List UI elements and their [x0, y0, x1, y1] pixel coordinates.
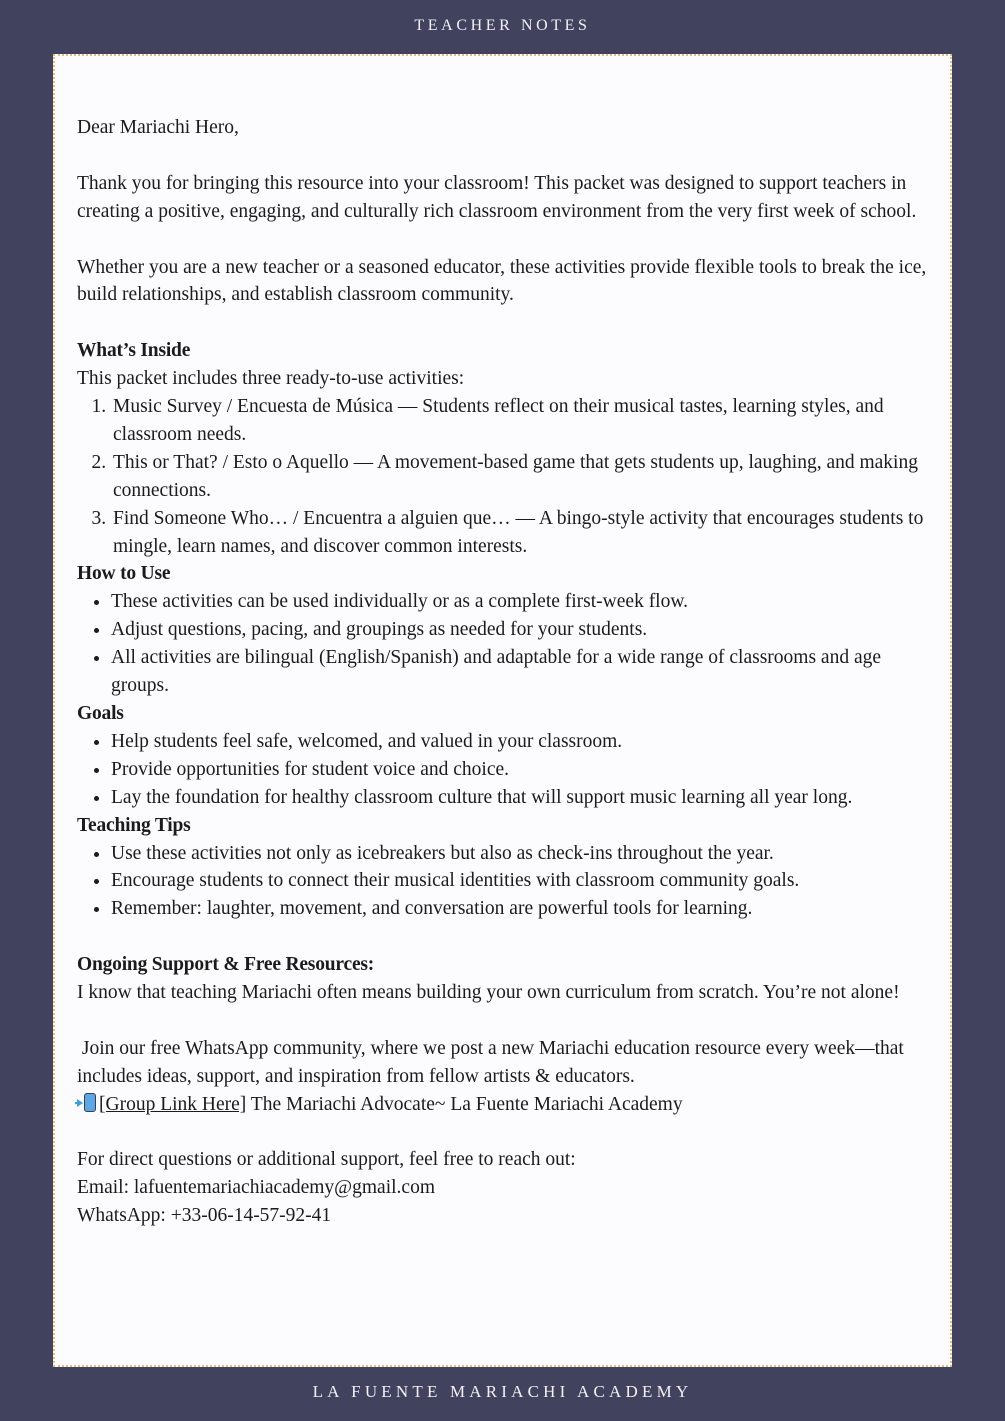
email-address[interactable]: lafuentemariachiacademy@gmail.com — [133, 1177, 435, 1199]
list-item: • Use these activities not only as icebreakers but also as check-ins throughout the year. — [111, 840, 937, 868]
community-paragraph: Join our free WhatsApp community, where we post a new Mariachi education resource every week—that includes ideas, support, and inspiration from fellow artists & educators. — [77, 1037, 909, 1087]
contact-email-line — [77, 1174, 937, 1202]
list-item: 2. This or That? / Esto o Aquello — A movement-based game that gets students up, laughing, and making connections. — [111, 449, 937, 505]
group-link-line — [77, 1091, 937, 1119]
spacer — [77, 142, 937, 170]
list-item: 3. Find Someone Who… / Encuentra a alguien que… — A bingo-style activity that encourages students to mingle, learn names, and discover common interests. — [111, 505, 937, 561]
intro-paragraph: Thank you for bringing this resource into your classroom! This packet was designed to support teachers in creating a positive, engaging, and culturally rich classroom environment from the very first week of school. — [77, 172, 917, 222]
list-item: 1. Music Survey / Encuesta de Música — Students reflect on their musical tastes, learning styles, and classroom needs. — [111, 393, 937, 449]
section-heading-teaching-tips: Teaching Tips — [77, 814, 191, 836]
group-link-suffix: The Mariachi Advocate~ La Fuente Mariachi Academy — [246, 1093, 683, 1115]
support-paragraph: I know that teaching Mariachi often means building your own curriculum from scratch. You’re not alone! — [77, 982, 900, 1004]
spacer — [77, 1119, 937, 1147]
email-label: Email: — [77, 1177, 134, 1199]
contact-intro: For direct questions or additional support, feel free to reach out: — [77, 1149, 576, 1171]
letter-content — [77, 114, 937, 1230]
teaching-tips-list — [77, 840, 937, 924]
whatsapp-number[interactable]: +33-06-14-57-92-41 — [170, 1205, 332, 1227]
whats-inside-intro: This packet includes three ready-to-use activities: — [77, 368, 465, 390]
whatsapp-label: WhatsApp: — [77, 1205, 171, 1227]
section-heading-support: Ongoing Support & Free Resources: — [77, 954, 375, 976]
spacer — [77, 226, 937, 254]
list-item: • Encourage students to connect their musical identities with classroom community goals. — [111, 867, 937, 895]
list-item: • These activities can be used individually or as a complete first-week flow. — [111, 588, 937, 616]
section-heading-whats-inside: What’s Inside — [77, 340, 191, 362]
list-item: • All activities are bilingual (English/Spanish) and adaptable for a wide range of classrooms and age groups. — [111, 644, 937, 700]
contact-whatsapp-line — [77, 1202, 937, 1230]
page-header-title: TEACHER NOTES — [414, 17, 591, 34]
spacer — [77, 309, 937, 337]
goals-list — [77, 728, 937, 812]
list-item: • Adjust questions, pacing, and groupings as needed for your students. — [111, 616, 937, 644]
list-item: • Help students feel safe, welcomed, and valued in your classroom. — [111, 728, 937, 756]
spacer — [77, 923, 937, 951]
section-heading-goals: Goals — [77, 702, 124, 724]
greeting: Dear Mariachi Hero, — [77, 117, 239, 138]
activities-list — [77, 393, 937, 560]
teacher-notes-card — [53, 54, 952, 1367]
mobile-phone-with-arrow-icon — [77, 1093, 99, 1113]
how-to-use-list — [77, 588, 937, 700]
intro-paragraph: Whether you are a new teacher or a seasoned educator, these activities provide flexible tools to break the ice, build relationships, and establish classroom community. — [77, 256, 927, 306]
group-link[interactable]: [Group Link Here] — [99, 1093, 247, 1115]
spacer — [77, 1007, 937, 1035]
list-item: • Provide opportunities for student voice and choice. — [111, 756, 937, 784]
section-heading-how-to-use: How to Use — [77, 563, 171, 585]
list-item: • Lay the foundation for healthy classroom culture that will support music learning all year long. — [111, 784, 937, 812]
page-footer-text: LA FUENTE MARIACHI ACADEMY — [312, 1382, 693, 1401]
list-item: • Remember: laughter, movement, and conversation are powerful tools for learning. — [111, 895, 937, 923]
